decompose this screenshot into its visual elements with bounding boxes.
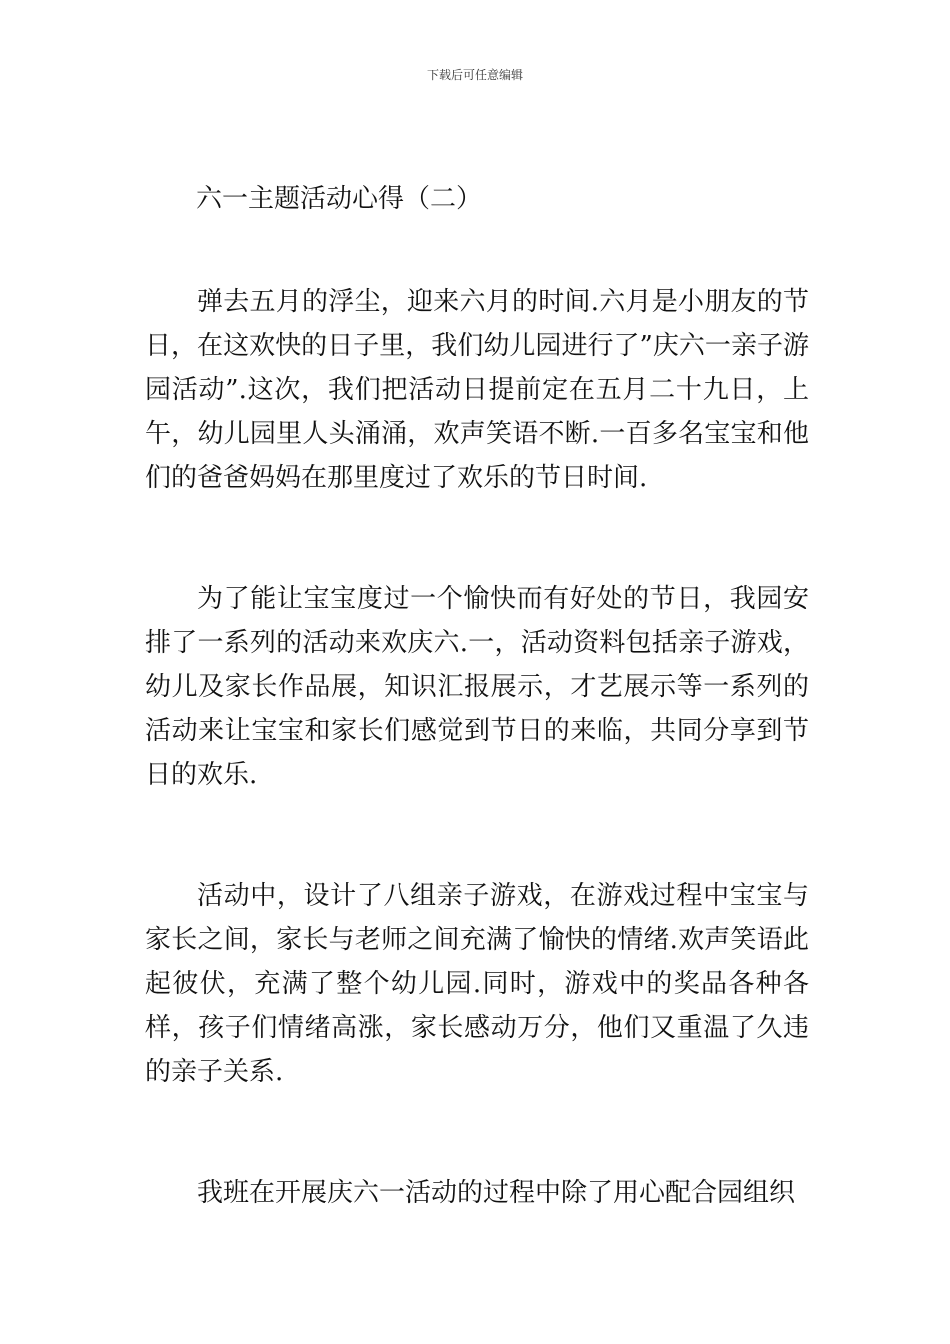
document-title: 六一主题活动心得（二） [196,184,483,214]
header-note: 下载后可任意编辑 [426,68,523,82]
document-body [145,280,809,1215]
paragraph-4: 我班在开展庆六一活动的过程中除了用心配合园组织 [197,1178,796,1208]
paragraph-2: 为了能让宝宝度过一个愉快而有好处的节日，我园安排了一系列的活动来欢庆六.一，活动资料包括亲子游戏，幼儿及家长作品展，知识汇报展示，才艺展示等一系列的活动来让宝宝和家长们感觉到节日的来临，共同分享到节日的欢乐. [145,584,809,790]
paragraph-1: 弹去五月的浮尘，迎来六月的时间.六月是小朋友的节日，在这欢快的日子里，我们幼儿园进行了”庆六一亲子游园活动”.这次，我们把活动日提前定在五月二十九日，上午，幼儿园里人头涌涌，欢声笑语不断.一百多名宝宝和他们的爸爸妈妈在那里度过了欢乐的节日时间. [145,287,809,493]
paragraph-3: 活动中，设计了八组亲子游戏，在游戏过程中宝宝与家长之间，家长与老师之间充满了愉快的情绪.欢声笑语此起彼伏，充满了整个幼儿园.同时，游戏中的奖品各种各样，孩子们情绪高涨，家长感动万分，他们又重温了久违的亲子关系. [145,881,809,1087]
